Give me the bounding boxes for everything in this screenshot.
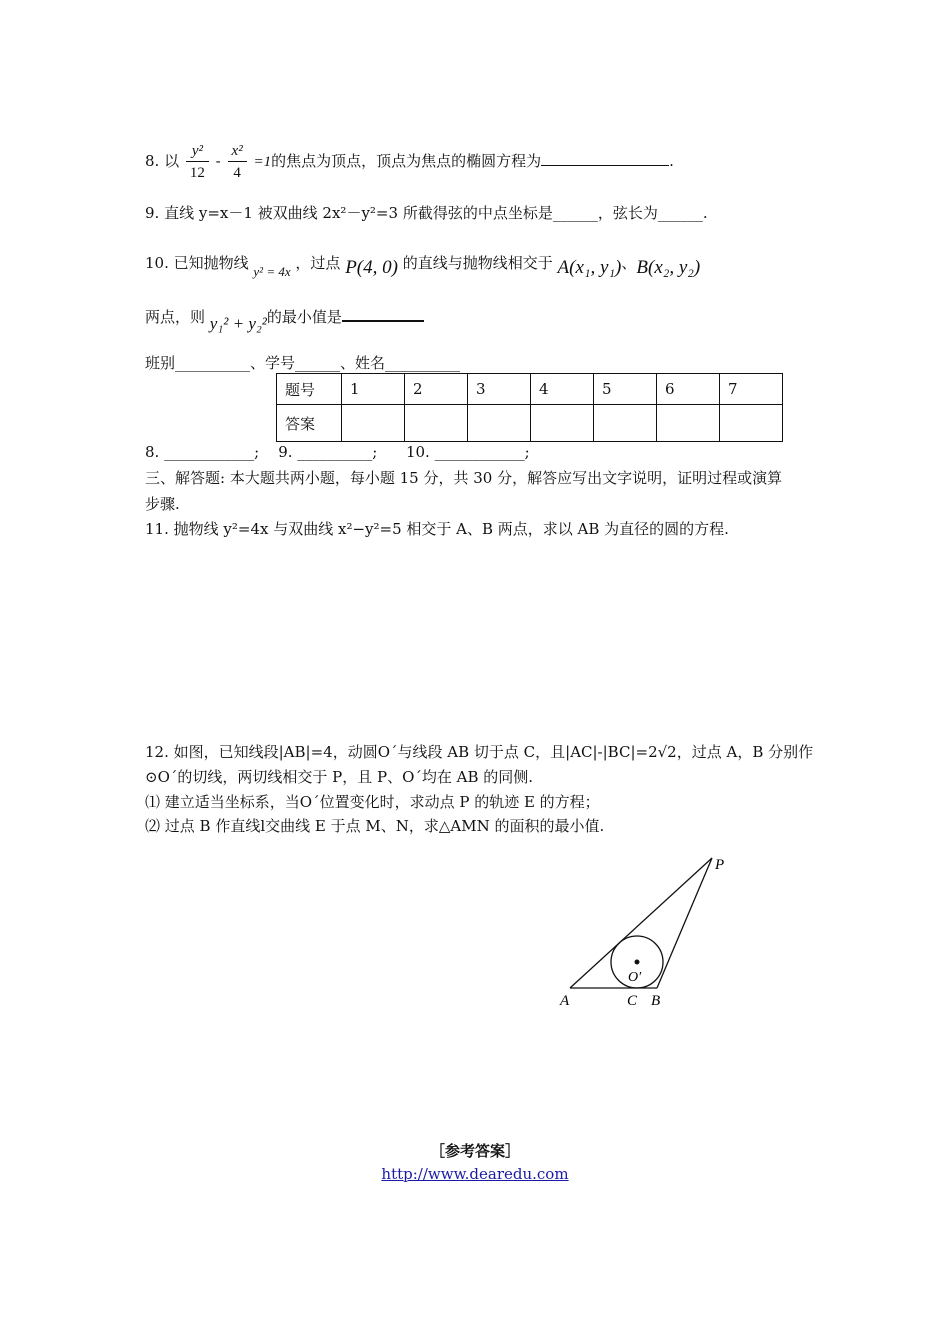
answer-table-row2-label: 答案: [277, 405, 342, 442]
answer-cell[interactable]: [657, 405, 720, 442]
label-o: O′: [628, 970, 642, 985]
answer-table-answer-row: [277, 405, 783, 442]
question-12-line-3: ⑴ 建立适当坐标系，当O´位置变化时，求动点 P 的轨迹 E 的方程；: [145, 793, 600, 811]
answer-table: [276, 373, 783, 442]
q10-point-b: B(x₂, y₂): [636, 257, 701, 278]
website-url[interactable]: http://www.dearedu.com: [381, 1165, 569, 1183]
question-9: 9. 直线 y=x－1 被双曲线 2x²－y²=3 所截得弦的中点坐标是______，弦长为______.: [145, 204, 708, 222]
q8-text: 的焦点为顶点，顶点为焦点的椭圆方程为: [271, 152, 542, 170]
q8-minus: -: [215, 152, 221, 170]
q10-separator: 、: [621, 254, 637, 272]
answer-table-number: 5: [594, 374, 657, 405]
q10-point-a: A(x₁, y₁): [557, 257, 622, 278]
answer-cell[interactable]: [468, 405, 531, 442]
q8-frac1-denominator: 12: [189, 164, 205, 181]
answer-table-number: 2: [405, 374, 468, 405]
circle-center-dot: [635, 960, 640, 965]
q10-part2: ，过点: [295, 254, 341, 272]
q8-frac1-numerator: y²: [186, 141, 209, 162]
q10-line2-a: 两点，则: [145, 308, 206, 326]
answer-table-number: 3: [468, 374, 531, 405]
q8-end: .: [669, 152, 674, 170]
label-c: C: [627, 993, 638, 1009]
answer-cell[interactable]: [342, 405, 405, 442]
label-b: B: [651, 993, 661, 1009]
q8-number: 8.: [145, 152, 160, 170]
answer-cell[interactable]: [594, 405, 657, 442]
q10-part1: 10. 已知抛物线: [145, 254, 249, 272]
q8-fraction-2: [228, 141, 247, 184]
q10-line2-b: 的最小值是: [266, 308, 342, 326]
q8-frac2-denominator: 4: [233, 164, 241, 181]
label-a: A: [560, 993, 570, 1009]
q8-equals: =1: [253, 154, 272, 170]
answer-table-number: 4: [531, 374, 594, 405]
answer-table-number: 7: [720, 374, 783, 405]
label-p: P: [715, 857, 725, 873]
question-12-line-4: ⑵ 过点 B 作直线l交曲线 E 于点 M、N，求△AMN 的面积的最小值.: [145, 817, 605, 835]
answer-cell[interactable]: [720, 405, 783, 442]
q8-answer-blank: [541, 165, 669, 166]
q10-part3: 的直线与抛物线相交于: [402, 254, 553, 272]
answer-table-number: 6: [657, 374, 720, 405]
answer-table-header-row: [277, 374, 783, 405]
q8-lead: 以: [164, 152, 180, 170]
q10-expression: y₁² + y₂²: [209, 314, 267, 333]
question-10-line-1: [145, 252, 701, 279]
student-info-line: 班别__________、学号______、姓名__________: [145, 354, 461, 372]
segment-bp: [657, 858, 712, 988]
answer-cell[interactable]: [405, 405, 468, 442]
question-12-line-2: ⊙O´的切线，两切线相交于 P，且 P、O´均在 AB 的同侧.: [145, 768, 534, 786]
question-12-line-1: 12. 如图，已知线段|AB|=4，动圆O´与线段 AB 切于点 C，且|AC|-|BC|=2√2，过点 A，B 分别作: [145, 743, 814, 761]
question-8: [145, 138, 674, 185]
q8-fraction-1: [186, 141, 209, 184]
segment-ap: [570, 858, 712, 988]
q10-answer-blank: [342, 320, 424, 322]
answer-table-number: 1: [342, 374, 405, 405]
reference-answers-heading: ［参考答案］: [429, 1142, 520, 1160]
q10-parabola-equation: y² = 4x: [253, 264, 291, 279]
q8-frac2-numerator: x²: [228, 141, 247, 162]
q10-point-p: P(4, 0): [345, 257, 398, 278]
section-3-line-1: 三、解答题: 本大题共两小题，每小题 15 分，共 30 分，解答应写出文字说明，证明过程或演算: [145, 469, 783, 487]
footer-website-link[interactable]: [0, 1165, 950, 1183]
answer-cell[interactable]: [531, 405, 594, 442]
triangle-circle-figure: [555, 852, 735, 1012]
section-3-line-2: 步骤.: [145, 495, 180, 513]
answer-table-row1-label: 题号: [277, 374, 342, 405]
question-11: 11. 抛物线 y²=4x 与双曲线 x²−y²=5 相交于 A、B 两点，求以 AB 为直径的圆的方程.: [145, 520, 729, 538]
fill-in-answers-line: 8. ____________; 9. __________; 10. ____________;: [145, 443, 530, 461]
question-10-line-2: [145, 306, 424, 333]
